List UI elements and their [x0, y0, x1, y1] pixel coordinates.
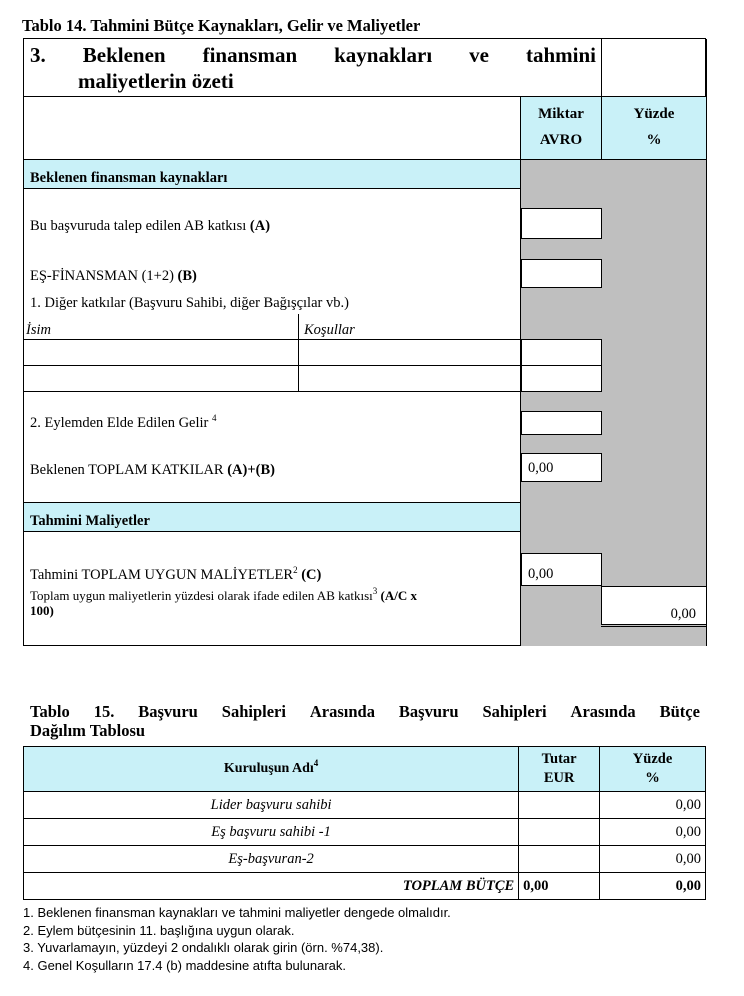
- other-contribution-input-1[interactable]: [521, 339, 602, 366]
- eu-contribution-ref: (A): [249, 218, 271, 234]
- other-contribution-input-2[interactable]: [521, 365, 602, 392]
- col-percent-label: Yüzde: [633, 106, 675, 122]
- amount-cell[interactable]: [519, 819, 600, 846]
- percent-cell: 0,00: [600, 846, 706, 873]
- col-amount-label: Miktar: [538, 106, 584, 122]
- table15-header-row: [24, 747, 706, 792]
- footnote-ref-2: 2: [293, 565, 298, 575]
- eu-ratio-value: 0,00: [670, 606, 696, 622]
- footnote-3: 3. Yuvarlamayın, yüzdeyi 2 ondalıklı olarak girin (örn. %74,38).: [23, 940, 384, 955]
- col-percent-header: Yüzde %: [600, 747, 706, 792]
- total-contributions-label: Beklenen TOPLAM KATKILAR: [30, 462, 224, 478]
- table-row: [24, 819, 706, 846]
- eligible-costs-value: 0,00: [521, 553, 602, 586]
- other-contributions-label: 1. Diğer katkılar (Başvuru Sahibi, diğer Bağışçılar vb.): [30, 295, 349, 311]
- eu-contribution-input[interactable]: [521, 208, 602, 239]
- footnote-ref-4: 4: [212, 413, 217, 423]
- section-title: 3. Beklenen finansman kaynakları ve tahmini maliyetlerin özeti: [30, 43, 596, 93]
- name-cell-2[interactable]: [25, 366, 297, 391]
- total-contributions-value: 0,00: [521, 453, 602, 482]
- table-row: [24, 846, 706, 873]
- col-org-header: Kuruluşun Adı$^4$: [24, 747, 519, 792]
- percent-cell: 0,00: [600, 819, 706, 846]
- costs-header: Tahmini Maliyetler: [30, 513, 150, 529]
- col-amount-unit: AVRO: [539, 132, 583, 148]
- total-contributions-ref: (A)+(B): [227, 462, 275, 478]
- table15: [23, 746, 706, 900]
- eu-ratio-ref-cont: 100): [30, 603, 54, 618]
- total-row: [24, 873, 706, 900]
- table14-title: Tablo 14. Tahmini Bütçe Kaynakları, Gelir ve Maliyetler: [22, 16, 421, 35]
- table-row: [24, 792, 706, 819]
- amount-cell[interactable]: [519, 846, 600, 873]
- funding-header: Beklenen finansman kaynakları: [30, 170, 228, 186]
- conditions-cell-2[interactable]: [299, 366, 520, 391]
- total-amount: 0,00: [519, 873, 600, 900]
- org-name: Eş-başvuran-2: [24, 846, 519, 873]
- name-cell-1[interactable]: [25, 340, 297, 365]
- footnote-1: 1. Beklenen finansman kaynakları ve tahmini maliyetler dengede olmalıdır.: [23, 905, 451, 920]
- conditions-cell-1[interactable]: [299, 340, 520, 365]
- org-name: Eş başvuru sahibi -1: [24, 819, 519, 846]
- conditions-column: Koşullar: [304, 322, 355, 338]
- eu-contribution-label: Bu başvuruda talep edilen AB katkısı: [30, 218, 247, 234]
- col-percent-unit: %: [646, 132, 662, 148]
- name-column: İsim: [26, 322, 51, 338]
- cofinancing-input[interactable]: [521, 259, 602, 288]
- footnote-4: 4. Genel Koşulların 17.4 (b) maddesine atıfta bulunarak.: [23, 957, 347, 973]
- footnote-ref-3: 3: [372, 586, 378, 596]
- eligible-costs-ref: (C): [301, 567, 322, 583]
- total-label: TOPLAM BÜTÇE: [24, 873, 519, 900]
- table14-frame: [23, 38, 706, 646]
- eu-ratio-ref: (A/C x: [380, 588, 417, 603]
- eu-ratio-cell: [601, 586, 706, 624]
- action-income-input[interactable]: [521, 411, 602, 435]
- percent-cell: 0,00: [600, 792, 706, 819]
- action-income-label: 2. Eylemden Elde Edilen Gelir: [30, 415, 209, 431]
- eu-ratio-label: Toplam uygun maliyetlerin yüzdesi olarak ifade edilen AB katkısı: [30, 588, 373, 603]
- footnote-2: 2. Eylem bütçesinin 11. başlığına uygun olarak.: [23, 922, 295, 938]
- table15-title: Tablo 15. Başvuru Sahipleri Arasında Başvuru Sahipleri Arasında Bütçe Dağılım Tablosu: [30, 702, 700, 740]
- cofinancing-ref: (B): [177, 268, 197, 284]
- col-amount-header: Tutar EUR: [519, 747, 600, 792]
- cofinancing-label: EŞ-FİNANSMAN (1+2): [30, 268, 174, 284]
- amount-cell[interactable]: [519, 792, 600, 819]
- eligible-costs-label: Tahmini TOPLAM UYGUN MALİYETLER: [30, 567, 294, 583]
- org-name: Lider başvuru sahibi: [24, 792, 519, 819]
- footnotes: [23, 904, 451, 974]
- total-percent: 0,00: [600, 873, 706, 900]
